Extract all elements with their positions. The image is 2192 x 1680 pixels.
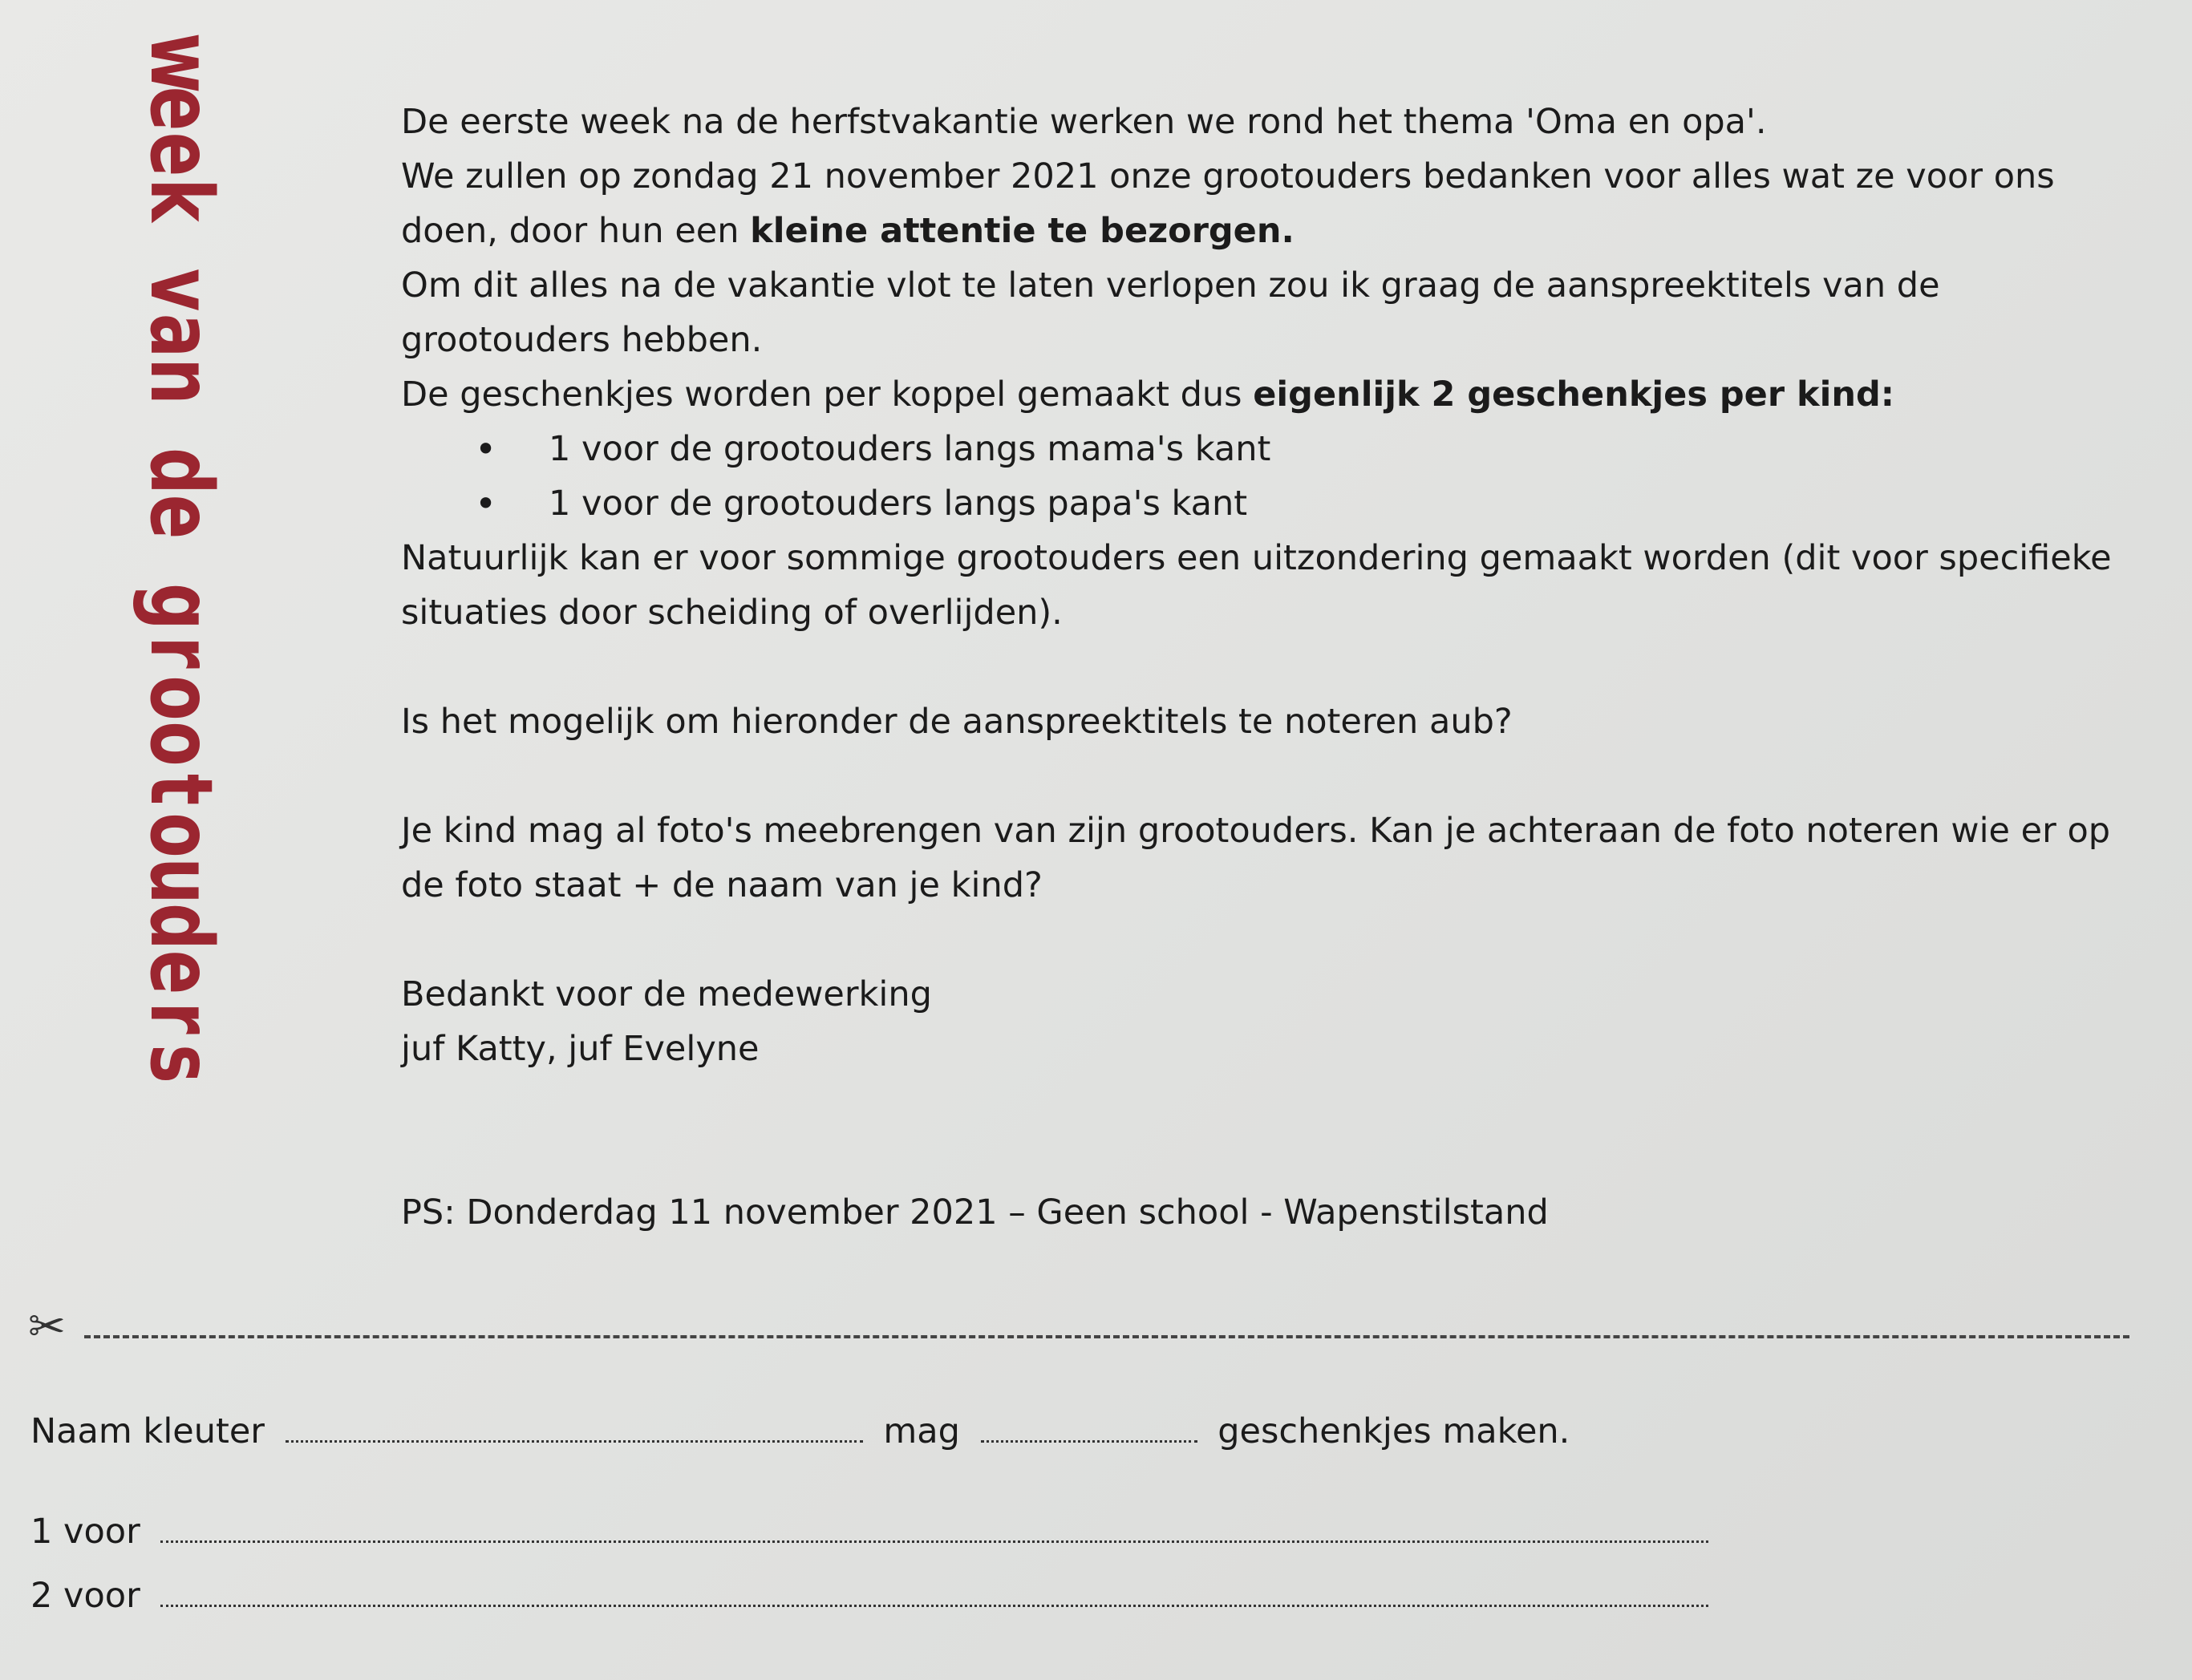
exception-line: Natuurlijk kan er voor sommige grootouders een uitzondering gemaakt worden (dit voor specifieke situaties door scheiding of overlijden). — [401, 538, 2112, 633]
title-letter: w — [131, 32, 230, 94]
title-letter: a — [131, 313, 230, 358]
title-letter: o — [131, 675, 230, 721]
intro-line: De eerste week na de herfstvakantie werken we rond het thema 'Oma en opa'. — [401, 102, 1767, 142]
title-letter: s — [131, 1044, 230, 1083]
title-letter: g — [131, 583, 230, 630]
ps-line: PS: Donderdag 11 november 2021 – Geen school - Wapenstilstand — [401, 1192, 1549, 1233]
gift-bullet-list — [401, 422, 2125, 531]
name-field[interactable] — [286, 1440, 863, 1443]
cut-line — [28, 1303, 2129, 1351]
mag-label: mag — [883, 1411, 960, 1451]
voor2-label: 2 voor — [30, 1576, 140, 1616]
title-letter: r — [131, 636, 230, 669]
voor1-row — [30, 1512, 1708, 1552]
title-letter: e — [131, 494, 230, 540]
thank-grandparents-line: We zullen op zondag 21 november 2021 onze grootouders bedanken voor alles wat ze voor ons doen, door hun een kleine attentie te bezorgen. — [401, 156, 2055, 251]
title-letter: t — [131, 773, 230, 806]
photo-line: Je kind mag al foto's meebrengen van zijn grootouders. Kan je achteraan de foto noteren wie er op de foto staat + de naam van je kind? — [401, 811, 2111, 905]
gifts-line: De geschenkjes worden per koppel gemaakt dus eigenlijk 2 geschenkjes per kind: — [401, 374, 1894, 415]
bold-gifts: eigenlijk 2 geschenkjes per kind: — [1253, 374, 1894, 415]
title-letter: e — [131, 949, 230, 995]
thanks-line: Bedankt voor de medewerking — [401, 974, 932, 1014]
name-label: Naam kleuter — [30, 1411, 265, 1451]
title-letter: v — [131, 268, 230, 312]
title-letter: o — [131, 812, 230, 858]
vertical-title — [120, 32, 241, 1087]
voor1-label: 1 voor — [30, 1512, 140, 1552]
title-letter: d — [131, 903, 230, 950]
name-row — [30, 1411, 1570, 1451]
title-letter: r — [131, 1002, 230, 1034]
voor2-field[interactable] — [160, 1605, 1708, 1607]
suffix-label: geschenkjes maken. — [1218, 1411, 1570, 1451]
title-letter: u — [131, 857, 230, 905]
title-letter: e — [131, 86, 230, 132]
letter-body — [401, 95, 2125, 1240]
titles-request-line: Om dit alles na de vakantie vlot te laten verlopen zou ik graag de aanspreektitels van de grootouders hebben. — [401, 265, 1940, 360]
title-letter: e — [131, 132, 230, 177]
signature: juf Katty, juf Evelyne — [401, 1029, 760, 1069]
question-line: Is het mogelijk om hieronder de aanspreektitels te noteren aub? — [401, 702, 1513, 742]
list-item: • 1 voor de grootouders langs mama's kant — [475, 422, 2125, 476]
title-letter: o — [131, 721, 230, 767]
count-field[interactable] — [981, 1440, 1197, 1443]
bold-attention: kleine attentie te bezorgen. — [750, 211, 1295, 251]
dashed-divider — [84, 1335, 2129, 1338]
title-letter: d — [131, 447, 230, 495]
title-letter: k — [131, 178, 230, 222]
list-item: • 1 voor de grootouders langs papa's kant — [475, 476, 2125, 531]
voor2-row — [30, 1576, 1708, 1616]
voor1-field[interactable] — [160, 1540, 1708, 1543]
scissors-icon: ✂ — [28, 1301, 66, 1353]
title-letter: n — [131, 358, 230, 405]
